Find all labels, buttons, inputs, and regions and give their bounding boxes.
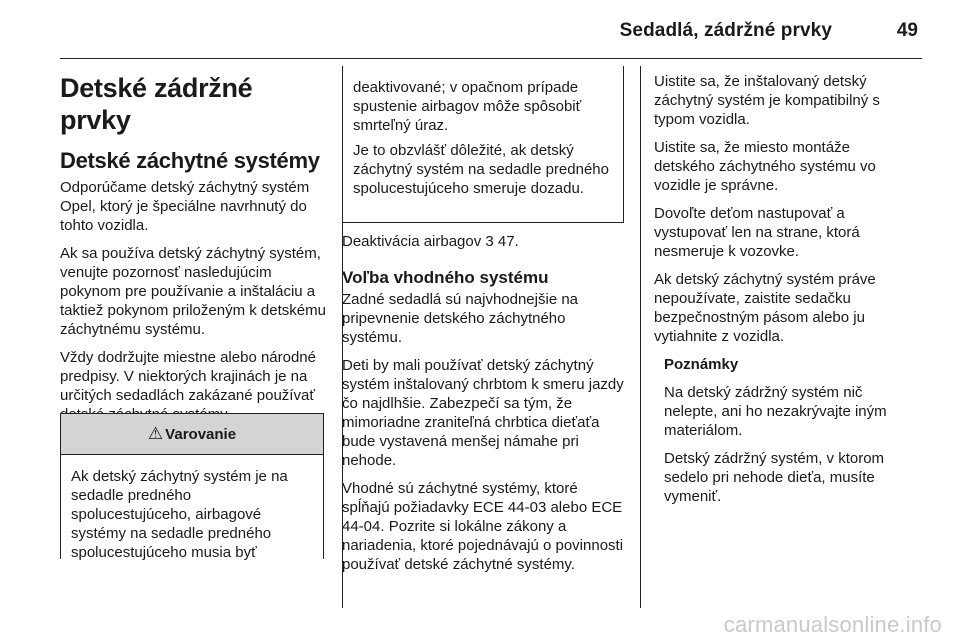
note-text: Detský zádržný systém, v ktorom sedelo pri nehode dieťa, musíte vymeniť. — [664, 450, 885, 505]
paragraph: Uistite sa, že miesto montáže detského záchytného systému vo vozidle je správne. — [654, 139, 876, 194]
paragraph: Deti by mali používať detský záchytný systém inštalovaný chrbtom k smeru jazdy čo najdlhšie. Zabezpečí sa tým, že mimoriadne zraniteľná chrbtica dieťaťa bude vystavená menšej námahe pri nehode. — [342, 357, 624, 469]
note-text: Na detský zádržný systém nič nelepte, ani ho nezakrývajte iným materiálom. — [664, 384, 887, 439]
page-number: 49 — [896, 20, 918, 41]
note-title: Poznámky — [664, 356, 739, 373]
warning-text: Je to obzvlášť dôležité, ak detský záchytný systém na sedadle predného spolucestujúceho smeruje dozadu. — [353, 142, 609, 197]
paragraph: Uistite sa, že inštalovaný detský záchytný systém je kompatibilný s typom vozidla. — [654, 73, 880, 128]
header-title: Sedadlá, zádržné prvky — [619, 20, 832, 41]
warning-text: deaktivované; v opačnom prípade spustenie airbagov môže spôsobiť smrteľný úraz. — [353, 79, 582, 134]
paragraph: Odporúčame detský záchytný systém Opel, ktorý je špeciálne navrhnutý do tohto vozidla. — [60, 179, 310, 234]
paragraph: Zadné sedadlá sú najvhodnejšie na pripevnenie detského záchytného systému. — [342, 291, 579, 346]
warning-label: Varovanie — [165, 425, 237, 443]
warning-box-continued — [342, 66, 624, 223]
page-title: Detské zádržné prvky — [60, 73, 253, 135]
warning-triangle-icon: ⚠ — [147, 424, 164, 443]
page-header — [60, 0, 922, 59]
column-3 — [654, 72, 910, 515]
paragraph: Vhodné sú záchytné systémy, ktoré spĺňajú požiadavky ECE 44-03 alebo ECE 44-04. Pozrite si lokálne zákony a nariadenia, ktoré pojednávajú o povinnosti používať detské záchytné systémy. — [342, 480, 624, 573]
paragraph: Ak detský záchytný systém práve nepoužívate, zaistite sedačku bezpečnostným pásom alebo ju vytiahnite z vozidla. — [654, 271, 876, 345]
page-reference-link[interactable]: 3 47. — [485, 233, 519, 250]
section-heading: Voľba vhodného systému — [342, 268, 549, 287]
paragraph: Vždy dodržujte miestne alebo národné predpisy. V niektorých krajinách je na určitých sedadlách zakázané používať — [60, 349, 316, 404]
column-1 — [60, 72, 326, 433]
column-divider — [640, 66, 641, 608]
warning-header — [61, 414, 323, 455]
column-2 — [342, 232, 626, 583]
deactivation-reference: Deaktivácia airbagov 3 47. — [342, 233, 519, 250]
note-block — [664, 355, 910, 506]
paragraph: Dovoľte deťom nastupovať a vystupovať len na strane, ktorá nesmeruje k vozovke. — [654, 205, 860, 260]
paragraph: Ak sa používa detský záchytný systém, venujte pozornosť nasledujúcim pokynom pre používanie a inštaláciu a taktiež pokynom priloženým k detskému záchytnému systému. — [60, 245, 326, 338]
warning-text: Ak detský záchytný systém je na sedadle predného spolucestujúceho, airbagové systémy na sedadle predného spolucestujúceho musia byť — [71, 468, 288, 561]
warning-box — [60, 413, 324, 559]
section-heading: Detské záchytné systémy — [60, 148, 320, 173]
watermark: carmanualsonline.info — [723, 612, 942, 637]
